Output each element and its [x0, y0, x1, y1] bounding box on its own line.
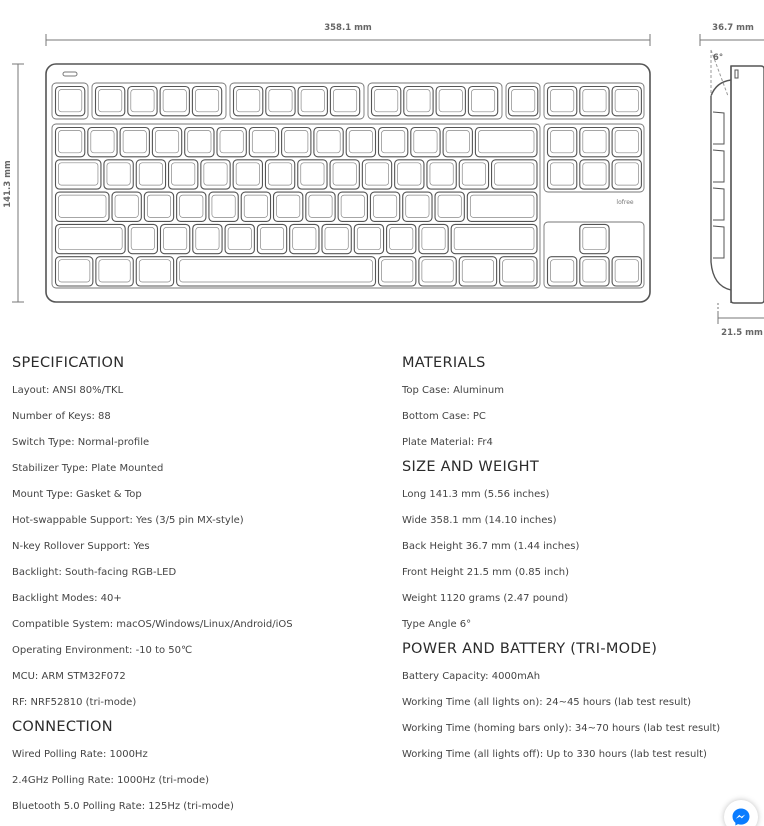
- connection-2-4ghz: 2.4GHz Polling Rate: 1000Hz (tri-mode): [12, 775, 210, 786]
- spec-backlight: Backlight: South-facing RGB-LED: [12, 567, 177, 578]
- keycap: [56, 192, 110, 221]
- spec-stabilizer-type: Stabilizer Type: Plate Mounted: [12, 463, 164, 474]
- keycap: [96, 257, 133, 286]
- size-weight-title: SIZE AND WEIGHT: [402, 459, 539, 475]
- specification-list: [12, 378, 392, 716]
- keycap: [475, 128, 537, 157]
- power-list: [402, 664, 762, 768]
- spec-rf: RF: NRF52810 (tri-mode): [12, 697, 137, 708]
- size-back-height: Back Height 36.7 mm (1.44 inches): [402, 541, 580, 552]
- material-top-case: Top Case: Aluminum: [402, 385, 504, 396]
- materials-list: [402, 378, 762, 456]
- power-all-lights-off: Working Time (all lights off): Up to 330 hours (lab test result): [402, 749, 707, 760]
- size-long: Long 141.3 mm (5.56 inches): [402, 489, 550, 500]
- width-dimension: [46, 34, 650, 46]
- spec-layout: Layout: ANSI 80%/TKL: [12, 385, 124, 396]
- material-plate: Plate Material: Fr4: [402, 437, 493, 448]
- spec-number-of-keys: Number of Keys: 88: [12, 411, 111, 422]
- keyboard-dimension-diagram: [0, 0, 764, 340]
- spec-hot-swappable: Hot-swappable Support: Yes (3/5 pin MX-style): [12, 515, 244, 526]
- spec-compatible-system: Compatible System: macOS/Windows/Linux/Android/iOS: [12, 619, 293, 630]
- keycap: [177, 257, 376, 286]
- length-label: 141.3 mm: [3, 160, 13, 208]
- messenger-chat-button[interactable]: [724, 800, 758, 826]
- size-weight: Weight 1120 grams (2.47 pound): [402, 593, 569, 604]
- angle-label: 6°: [712, 53, 724, 63]
- material-bottom-case: Bottom Case: PC: [402, 411, 486, 422]
- power-all-lights-on: Working Time (all lights on): 24~45 hours (lab test result): [402, 697, 692, 708]
- connection-wired: Wired Polling Rate: 1000Hz: [12, 749, 148, 760]
- spec-mount-type: Mount Type: Gasket & Top: [12, 489, 142, 500]
- keycap: [459, 257, 496, 286]
- materials-title: MATERIALS: [402, 355, 486, 371]
- connection-bluetooth: Bluetooth 5.0 Polling Rate: 125Hz (tri-mode): [12, 801, 234, 812]
- left-column: [12, 352, 392, 820]
- keycap: [56, 257, 93, 286]
- keyboard-badge: lofree: [616, 199, 634, 206]
- power-battery-capacity: Battery Capacity: 4000mAh: [402, 671, 541, 682]
- spec-backlight-modes: Backlight Modes: 40+: [12, 593, 122, 604]
- connection-list: [12, 742, 392, 820]
- keycap: [379, 257, 416, 286]
- spec-switch-type: Switch Type: Normal-profile: [12, 437, 150, 448]
- side-view: [711, 66, 764, 303]
- keycap: [467, 192, 537, 221]
- size-type-angle: Type Angle 6°: [402, 619, 472, 630]
- keyboard-keys: [52, 83, 644, 288]
- keycap: [492, 160, 537, 189]
- length-dimension: [12, 64, 24, 302]
- spec-mcu: MCU: ARM STM32F072: [12, 671, 126, 682]
- front-height-dimension: [718, 303, 764, 324]
- keycap: [419, 257, 456, 286]
- keycap: [451, 224, 537, 253]
- keycap: [500, 257, 537, 286]
- power-homing-bars: Working Time (homing bars only): 34~70 hours (lab test result): [402, 723, 721, 734]
- right-column: [402, 352, 762, 768]
- size-weight-list: [402, 482, 762, 638]
- width-label: 358.1 mm: [324, 23, 372, 33]
- size-front-height: Front Height 21.5 mm (0.85 inch): [402, 567, 570, 578]
- keycap: [136, 257, 173, 286]
- back-height-label: 36.7 mm: [712, 23, 754, 33]
- connection-title: CONNECTION: [12, 719, 113, 735]
- spec-n-key-rollover: N-key Rollover Support: Yes: [12, 541, 150, 552]
- back-height-dimension: [700, 34, 764, 46]
- keycap: [56, 160, 101, 189]
- size-wide: Wide 358.1 mm (14.10 inches): [402, 515, 557, 526]
- keycap: [56, 224, 126, 253]
- power-title: POWER AND BATTERY (TRI-MODE): [402, 641, 658, 657]
- specification-title: SPECIFICATION: [12, 355, 125, 371]
- spec-operating-environment: Operating Environment: -10 to 50℃: [12, 645, 193, 656]
- front-height-label: 21.5 mm: [721, 328, 763, 338]
- messenger-icon: [731, 807, 751, 826]
